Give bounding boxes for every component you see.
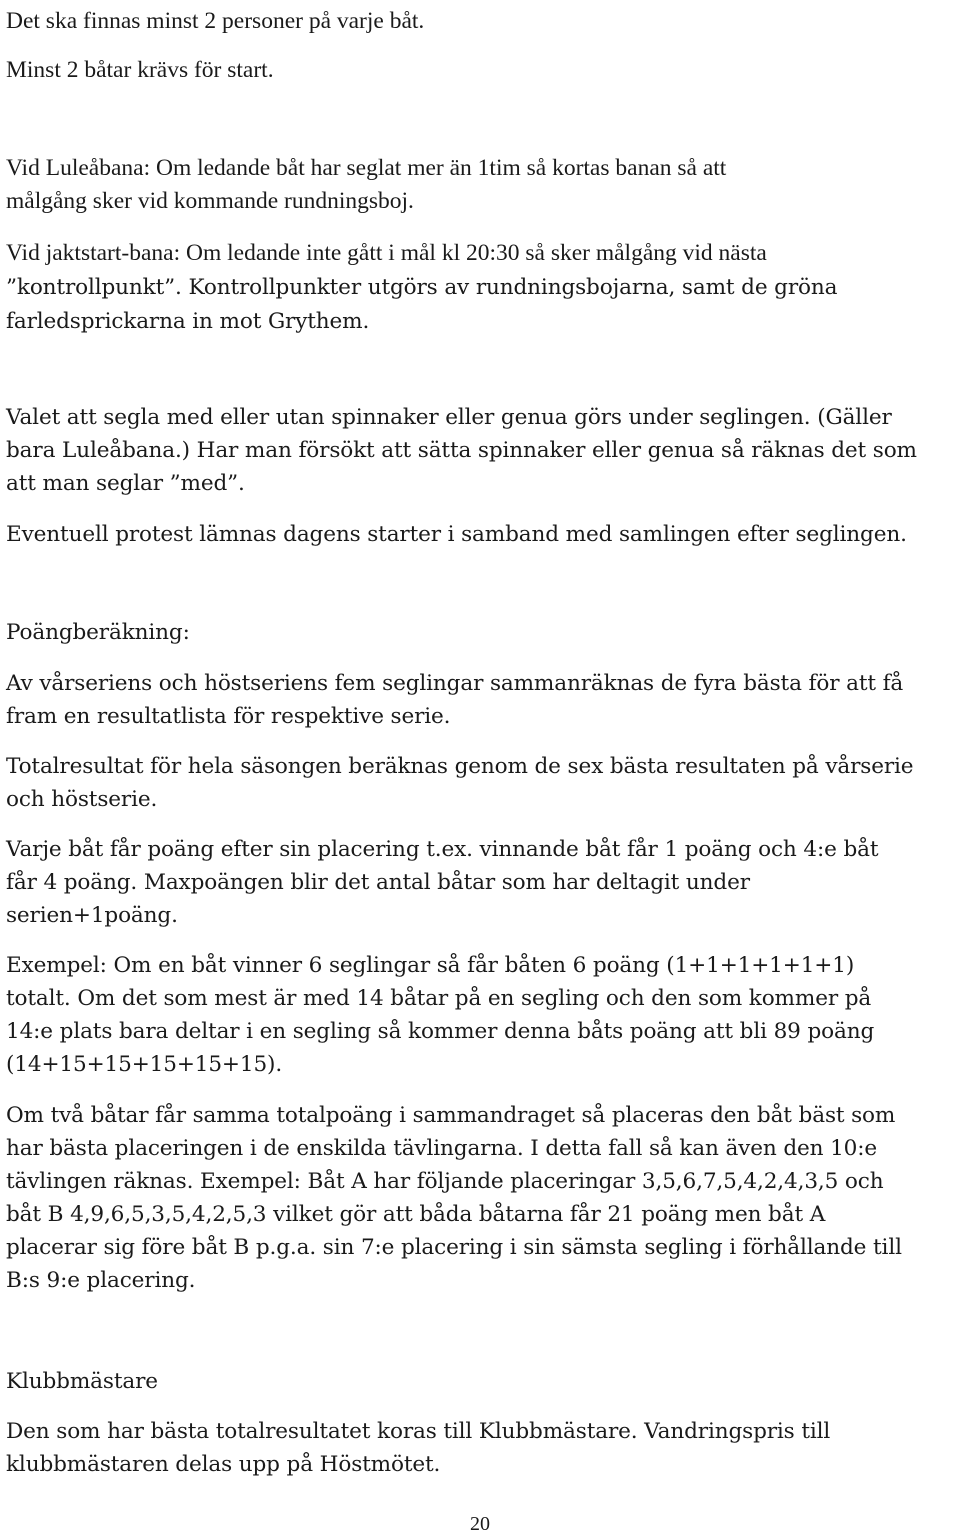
text-line: totalt. Om det som mest är med 14 båtar på en segling och den som kommer på xyxy=(6,986,872,1011)
paragraph-example xyxy=(6,949,874,1081)
text-line: Av vårseriens och höstseriens fem seglingar sammanräknas de fyra bästa för att få xyxy=(6,671,904,696)
text-line: 14:e plats bara deltar i en segling så kommer denna båts poäng att bli 89 poäng xyxy=(6,1019,875,1044)
text-line: Valet att segla med eller utan spinnaker eller genua görs under seglingen. (Gäller xyxy=(6,405,892,430)
text-line: ”kontrollpunkt”. Kontrollpunkter utgörs av rundningsbojarna, samt de gröna xyxy=(6,275,838,300)
text-line: får 4 poäng. Maxpoängen blir det antal båtar som har deltagit under xyxy=(6,870,750,895)
text-line: båt B 4,9,6,5,3,5,4,2,5,3 vilket gör att båda båtarna får 21 poäng men båt A xyxy=(6,1202,826,1227)
text-line: målgång sker vid kommande rundningsboj. xyxy=(6,188,414,214)
text-line: Poängberäkning: xyxy=(6,620,190,645)
text-line: placerar sig före båt B p.g.a. sin 7:e placering i sin sämsta segling i förhållande till xyxy=(6,1235,902,1260)
page-number: 20 xyxy=(470,1513,490,1535)
paragraph-pursuit-course xyxy=(6,236,837,338)
text-line: serien+1poäng. xyxy=(6,903,178,928)
paragraph-lulea-course xyxy=(6,152,726,218)
text-line: tävlingen räknas. Exempel: Båt A har följande placeringar 3,5,6,7,5,4,2,4,3,5 och xyxy=(6,1169,884,1194)
text-line: Eventuell protest lämnas dagens starter i samband med samlingen efter seglingen. xyxy=(6,522,907,547)
paragraph-min-boats xyxy=(6,54,274,87)
text-line: klubbmästaren delas upp på Höstmötet. xyxy=(6,1452,441,1477)
paragraph-protest xyxy=(6,518,907,551)
paragraph-total-result xyxy=(6,750,913,816)
text-line: Exempel: Om en båt vinner 6 seglingar så får båten 6 poäng (1+1+1+1+1+1) xyxy=(6,953,855,978)
text-line: Det ska finnas minst 2 personer på varje båt. xyxy=(6,8,425,34)
paragraph-crew-rule xyxy=(6,5,424,38)
text-line: Minst 2 båtar krävs för start. xyxy=(6,57,274,83)
paragraph-spinnaker xyxy=(6,401,917,500)
text-line: Varje båt får poäng efter sin placering t.ex. vinnande båt får 1 poäng och 4:e båt xyxy=(6,837,879,862)
text-line: Vid jaktstart-bana: Om ledande inte gått i mål kl 20:30 så sker målgång vid nästa xyxy=(6,240,767,266)
paragraph-club-champion xyxy=(6,1415,830,1481)
paragraph-points xyxy=(6,833,878,932)
text-line: Den som har bästa totalresultatet koras till Klubbmästare. Vandringspris till xyxy=(6,1419,831,1444)
paragraph-series-count xyxy=(6,667,903,733)
text-line: och höstserie. xyxy=(6,787,158,812)
text-line: Totalresultat för hela säsongen beräknas genom de sex bästa resultaten på vårserie xyxy=(6,754,914,779)
text-line: Klubbmästare xyxy=(6,1369,158,1394)
text-line: Vid Luleåbana: Om ledande båt har seglat mer än 1tim så kortas banan så att xyxy=(6,155,727,181)
text-line: farledsprickarna in mot Grythem. xyxy=(6,309,370,334)
text-line: fram en resultatlista för respektive serie. xyxy=(6,704,451,729)
text-line: bara Luleåbana.) Har man försökt att sätta spinnaker eller genua så räknas det som xyxy=(6,438,917,463)
paragraph-tiebreak xyxy=(6,1099,902,1297)
text-line: (14+15+15+15+15+15). xyxy=(6,1052,283,1077)
text-line: Om två båtar får samma totalpoäng i sammandraget så placeras den båt bäst som xyxy=(6,1103,896,1128)
heading-scoring xyxy=(6,616,190,649)
heading-club-champion xyxy=(6,1365,158,1398)
text-line: B:s 9:e placering. xyxy=(6,1268,196,1293)
text-line: att man seglar ”med”. xyxy=(6,471,245,496)
text-line: har bästa placeringen i de enskilda tävlingarna. I detta fall så kan även den 10:e xyxy=(6,1136,878,1161)
